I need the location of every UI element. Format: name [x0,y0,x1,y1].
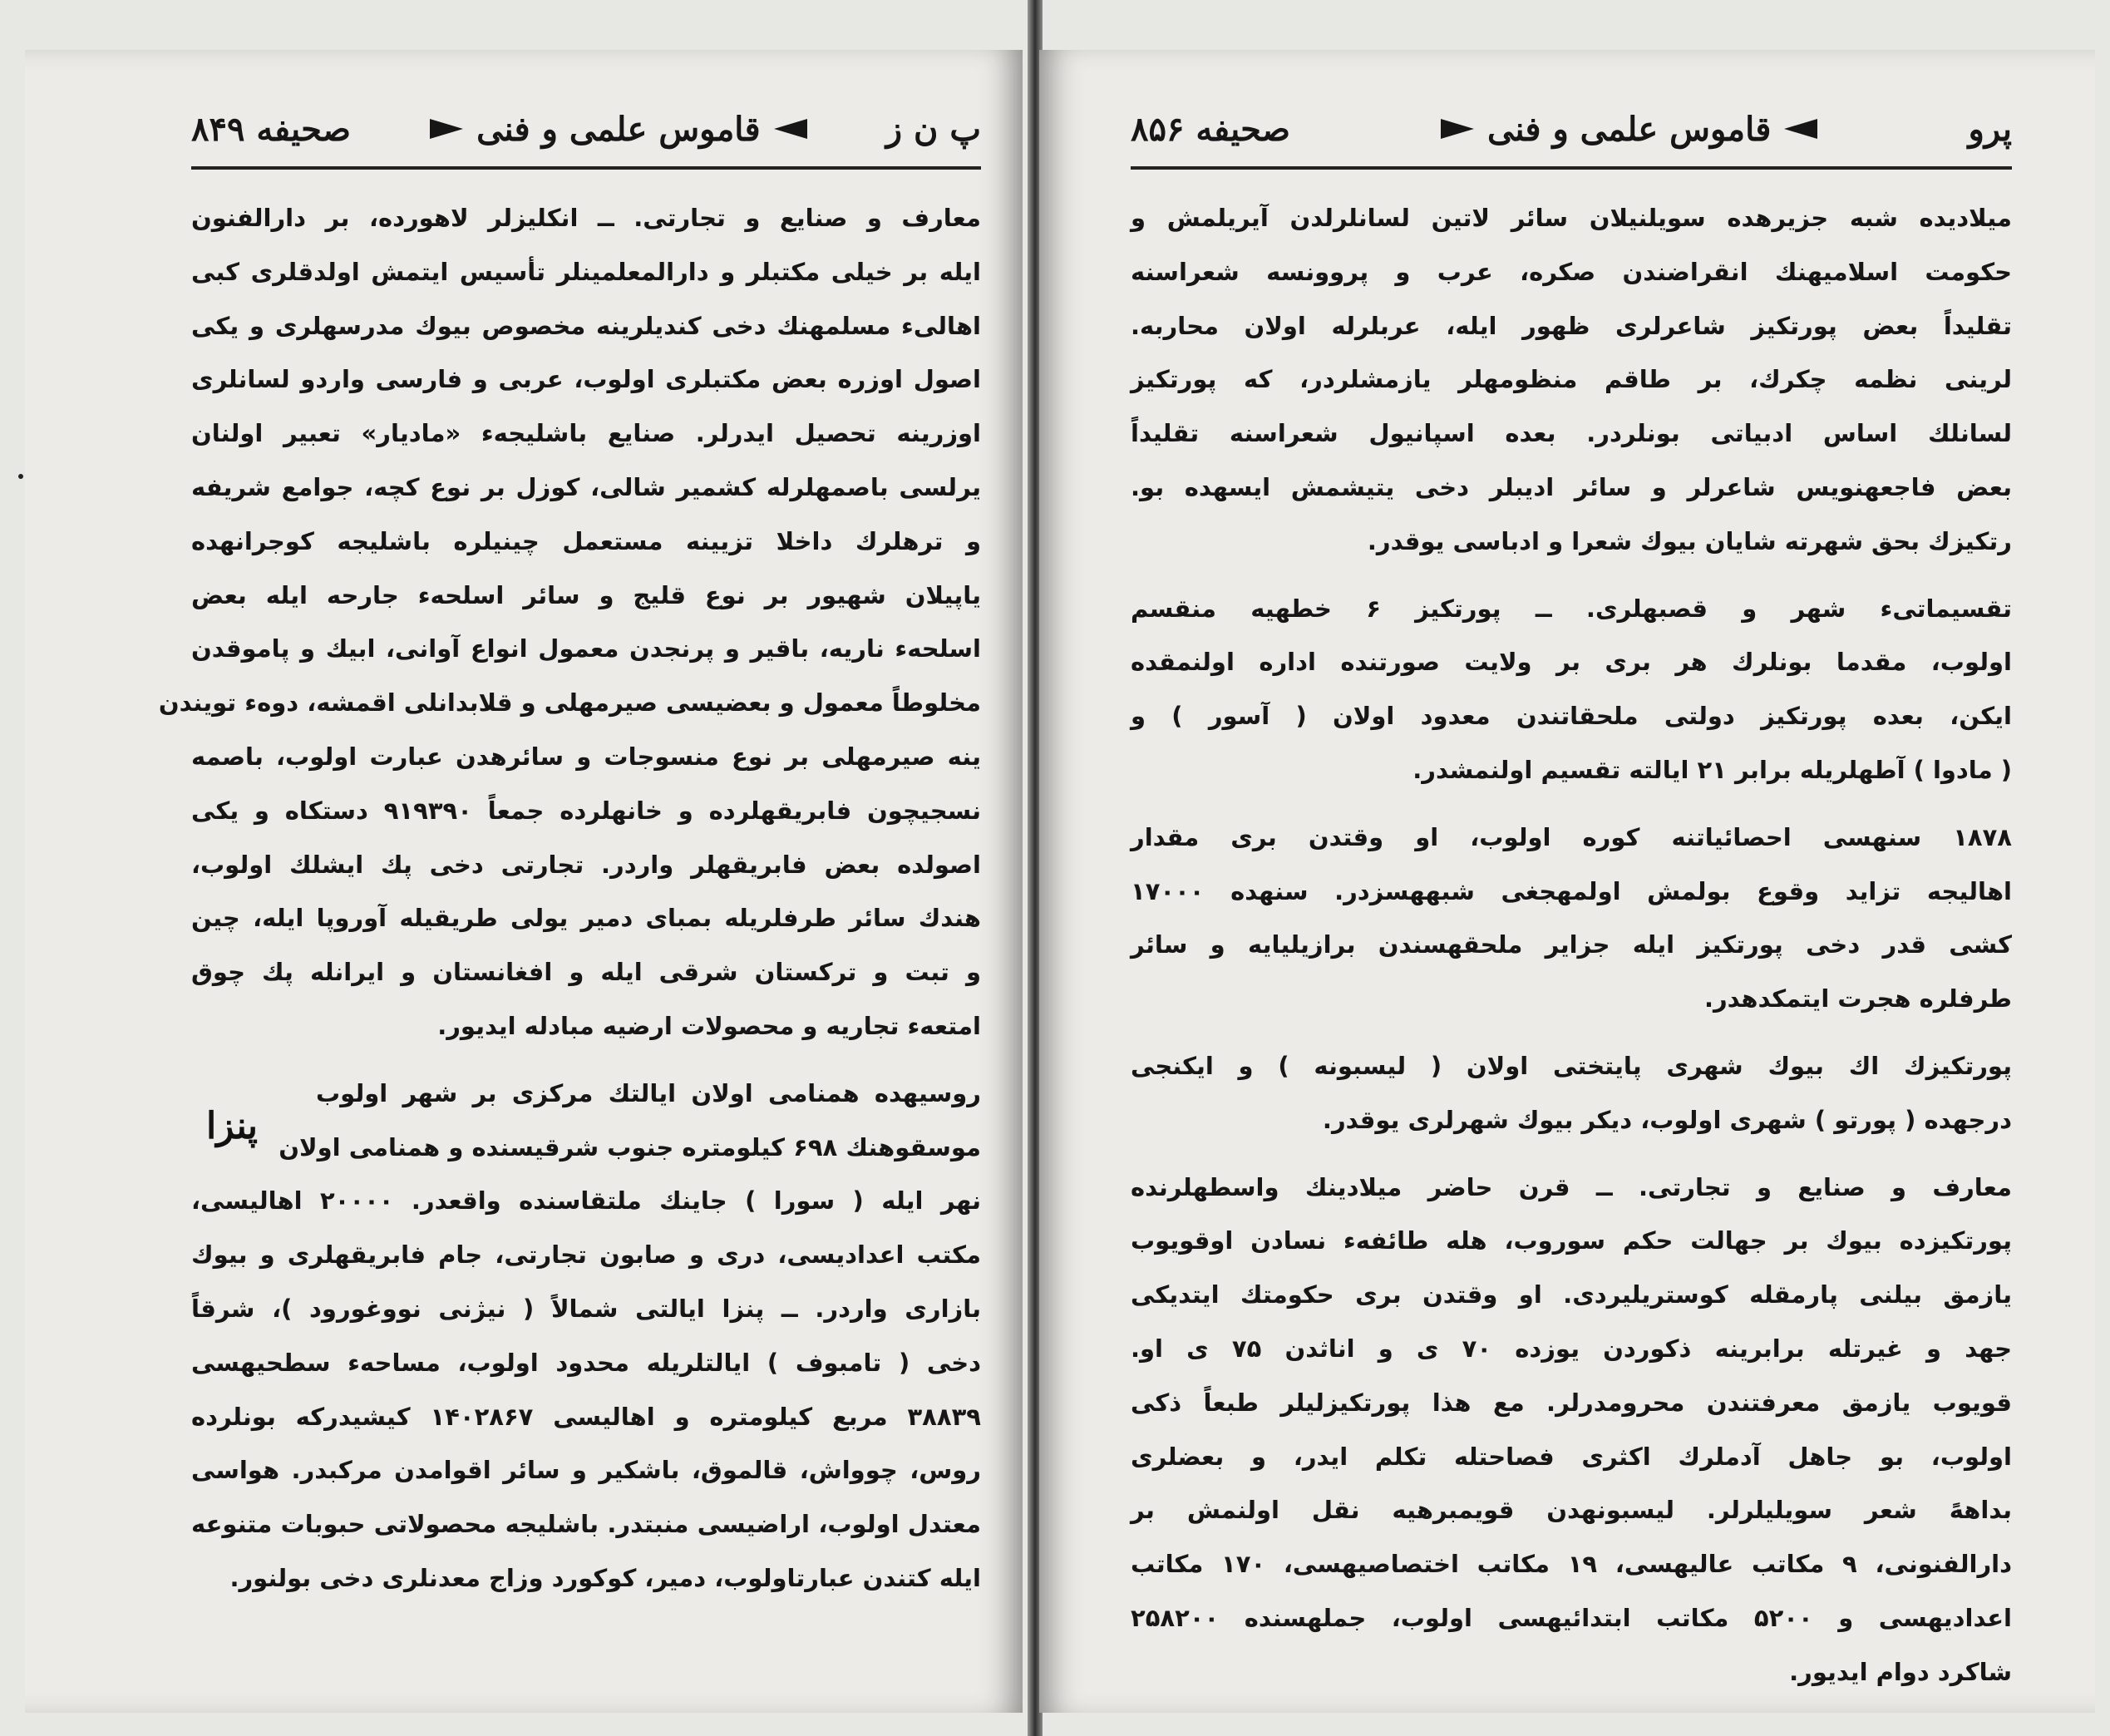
text-line: لرینی نظمه چکرك، بر طاقم منظومهلر یازمشلردر، که پورتکیز [1131,365,2012,394]
text-line: رتکیزك بحق شهرته شایان بیوك شعرا و ادباسی یوقدر. [1367,526,2012,555]
text-line: لسانلك اساس ادبیاتی بونلردر. بعده اسپانیول شعراسنه تقلیداً [1131,419,2012,448]
right-page-body [1131,191,2012,1699]
text-line: اولوب، بو جاهل آدملرك اکثری فصاحتله تکلم ایدر، و بعضلری [1131,1442,2012,1471]
text-line: یازمق بیلنی پارمقله کوستریلیردی. او وقتدن بری حکومتك ایتدیکی [1131,1280,2012,1309]
left-page [25,50,1023,1713]
text-line: و تبت و ترکستان شرقی ایله و افغانستان و ایرانله پك چوق [191,958,981,987]
text-line: حکومت اسلامیهنك انقراضندن صکره، عرب و پروونسه شعراسنه [1131,257,2012,286]
text-line: هندك سائر طرفلریله بمبای دمیر یولی طریقیله آوروپا ایله، چین [191,904,981,933]
arrow-left-icon [1784,119,1817,139]
text-line: اسلحهء ناریه، باقیر و پرنجدن معمول انواع آوانی، ابیك و پاموقدن [191,634,981,663]
arrow-left-icon [774,119,807,139]
right-header-rule [1131,166,2012,170]
entry-penza [191,1067,981,1605]
text-line: معارف و صنایع و تجارتی. ــ قرن حاضر میلادینك واسطهلرنده [1131,1172,2012,1201]
text-line: اولوب، مقدما بونلرك هر بری بر ولایت صورتنده اداره اولنمقده [1131,648,2012,677]
text-line: پورتکیزك اك بیوك شهری پایتختی اولان ( لیسبونه ) و ایکنجی [1131,1051,2012,1080]
text-line: و ترهلرك داخلا تزیینه مستعمل چینیلره باشلیجه کوجرانهده [191,526,981,555]
text-line: مکتب اعدادیسی، دری و صابون تجارتی، جام فابریقهلری و بیوك [191,1240,981,1270]
arrow-right-icon [1441,119,1474,139]
left-header-rule [191,166,981,170]
text-line: طرفلره هجرت ایتمکدهدر. [1703,984,2012,1013]
text-line: تقسیماتیء شهر و قصبهلری. ــ پورتکیز ۶ خطهیه منقسم [1131,594,2012,623]
right-page [1039,50,2095,1713]
text-line: اهالیجه تزاید وقوع بولمش اولمهجغی شبههسزدر. سنهده ۱۷۰۰۰ [1131,876,2012,905]
text-line: اوزرینه تحصیل ایدرلر. صنایع باشلیجهء «مادیار» تعبیر اولنان [191,419,981,448]
text-line: ایله کتندن عبارتاولوب، دمیر، کوکورد وزاج معدنلری دخی بولنور. [229,1563,981,1592]
left-header-title-group [430,110,806,149]
text-line: دارالفنونی، ۹ مکاتب عالیهسی، ۱۹ مکاتب اختصاصیهسی، ۱۷۰ مکاتب [1131,1550,2012,1579]
text-line: کشی قدر دخی پورتکیز ایله جزایر ملحقهسندن برازیلیایه و سائر [1131,930,2012,959]
right-paragraph-4 [1131,1039,2012,1147]
text-line: ۱۸۷۸ سنهسی احصائیاتنه کوره اولوب، او وقتدن بری مقدار [1131,822,2012,851]
text-line: درجهده ( پورتو ) شهری اولوب، دیکر بیوك شهرلری یوقدر. [1322,1105,2012,1134]
text-line: جهد و غیرتله برابرینه ذکوردن یوزده ۷۰ ی و اناثدن ۷۵ ی او. [1131,1334,2012,1363]
text-line: اصولده بعض فابریقهلر واردر. تجارتی دخی پك ایشلك اولوب، [191,850,981,879]
text-line: ینه صیرمهلی بر نوع منسوجات و سائرهدن عبارت اولوب، باصمه [191,742,981,771]
right-header-page-label: صحیفه ۸۵۶ [1131,109,1290,149]
text-line: ۳۸۸۳۹ مربع کیلومتره و اهالیسی ۱۴۰۲۸۶۷ کیشیدرکه بونلرده [191,1402,981,1431]
right-header-title-group [1441,110,1817,149]
text-line: بعض فاجعهنویس شاعرلر و سائر ادیبلر دخی یتیشمش ایسهده بو. [1131,472,2012,501]
right-paragraph-5 [1131,1161,2012,1699]
text-line: معتدل اولوب، اراضیسی منبتدر. باشلیجه محصولاتی حبوبات متنوعه [191,1510,981,1539]
text-line: نسجیچون فابریقهلرده و خانهلرده جمعاً ۹۱۹۳۹۰ دستکاه و یکی [191,796,981,825]
right-header-entry-word: پرو [1968,109,2012,149]
text-line: بداههً شعر سویلیلرلر. لیسبونهدن قویمبرهیه نقل اولنمش بر [1131,1496,2012,1525]
text-line: ایکن، بعده پورتکیز دولتی ملحقاتندن معدود اولان ( آسور ) و [1131,702,2012,731]
text-line: یرلسی باصمهلرله کشمیر شالی، کوزل بر نوع کچه، جوامع شریفه [191,472,981,501]
text-line: روسیهده همنامی اولان ایالتك مرکزی بر شهر اولوب [316,1078,981,1107]
text-line: شاکرد دوام ایدیور. [1789,1657,2012,1686]
text-line: بازاری واردر. ــ پنزا ایالتی شمالاً ( نیژنی نووغورود )، شرقاً [191,1294,981,1323]
text-line: قویوب یازمق معرفتندن محرومدرلر. مع هذا پورتکیزلیلر طبعاً ذکی [1131,1388,2012,1417]
text-line: روس، چوواش، قالموق، باشکیر و سائر اقوامدن مرکبدر. هواسی [191,1456,981,1485]
text-line: اهالیء مسلمهنك دخی کندیلرینه مخصوص بیوك مدرسهلری و یکی [191,311,981,340]
right-header-book-title: قاموس علمی و فنی [1486,109,1772,149]
ink-speck [18,474,23,479]
text-line: نهر ایله ( سورا ) جاینك ملتقاسنده واقعدر. ۲۰۰۰۰ اهالیسی، [191,1186,981,1216]
text-line: ایله بر خیلی مکتبلر و دارالمعلمینلر تأسیس ایتمش اولدقلری کبی [191,257,981,286]
left-paragraph-1 [158,191,981,1053]
text-line: اصول اوزره بعض مکتبلری اولوب، عربی و فارسی واردو لسانلری [191,365,981,394]
left-page-body [158,191,981,1605]
text-line: موسقوهنك ۶۹۸ کیلومتره جنوب شرقیسنده و همنامی اولان [279,1132,981,1161]
text-line: امتعهء تجاریه و محصولات ارضیه مبادله ایدیور. [437,1011,981,1040]
left-header-page-label: صحیفه ۸۴۹ [191,109,351,149]
text-line: پورتکیزده بیوك بر جهالت حکم سوروب، هله طائفهء نسادن اوقویوب [1131,1226,2012,1255]
text-line: مخلوطاً معمول و بعضیسی صیرمهلی و قلابدانلی اقمشه، دوهء تویندن [158,688,981,718]
text-line: دخی ( تامبوف ) ایالتلریله محدود اولوب، مساحهء سطحیهسی [191,1348,981,1377]
left-page-header [191,100,981,158]
text-line: میلادیده شبه جزیرهده سویلنیلان سائر لاتین لسانلرلدن آیریلمش و [1131,204,2012,232]
text-line: اعدادیهسی و ۵۲۰۰ مکاتب ابتدائیهسی اولوب، جملهسنده ۲۵۸۲۰۰ [1131,1603,2012,1632]
text-line: یاپیلان شهیور بر نوع قلیج و سائر اسلحهء جارحه ایله بعض [191,580,981,609]
arrow-right-icon [430,119,463,139]
left-header-book-title: قاموس علمی و فنی [476,109,761,149]
entry-heading: پنزا [205,1104,258,1147]
right-paragraph-1 [1131,191,2012,569]
text-line: تقلیداً بعض پورتکیز شاعرلری ظهور ایله، عربلرله اولان محاربه. [1131,311,2012,340]
text-line: معارف و صنایع و تجارتی. ــ انکلیزلر لاهورده، بر دارالفنون [191,204,981,232]
right-paragraph-3 [1131,811,2012,1026]
right-page-header [1131,100,2012,158]
right-paragraph-2 [1131,582,2012,797]
text-line: ( مادوا ) آطهلریله برابر ۲۱ ایالته تقسیم اولنمشدر. [1412,755,2012,784]
left-header-entry-word: پ ن ز [885,109,981,149]
